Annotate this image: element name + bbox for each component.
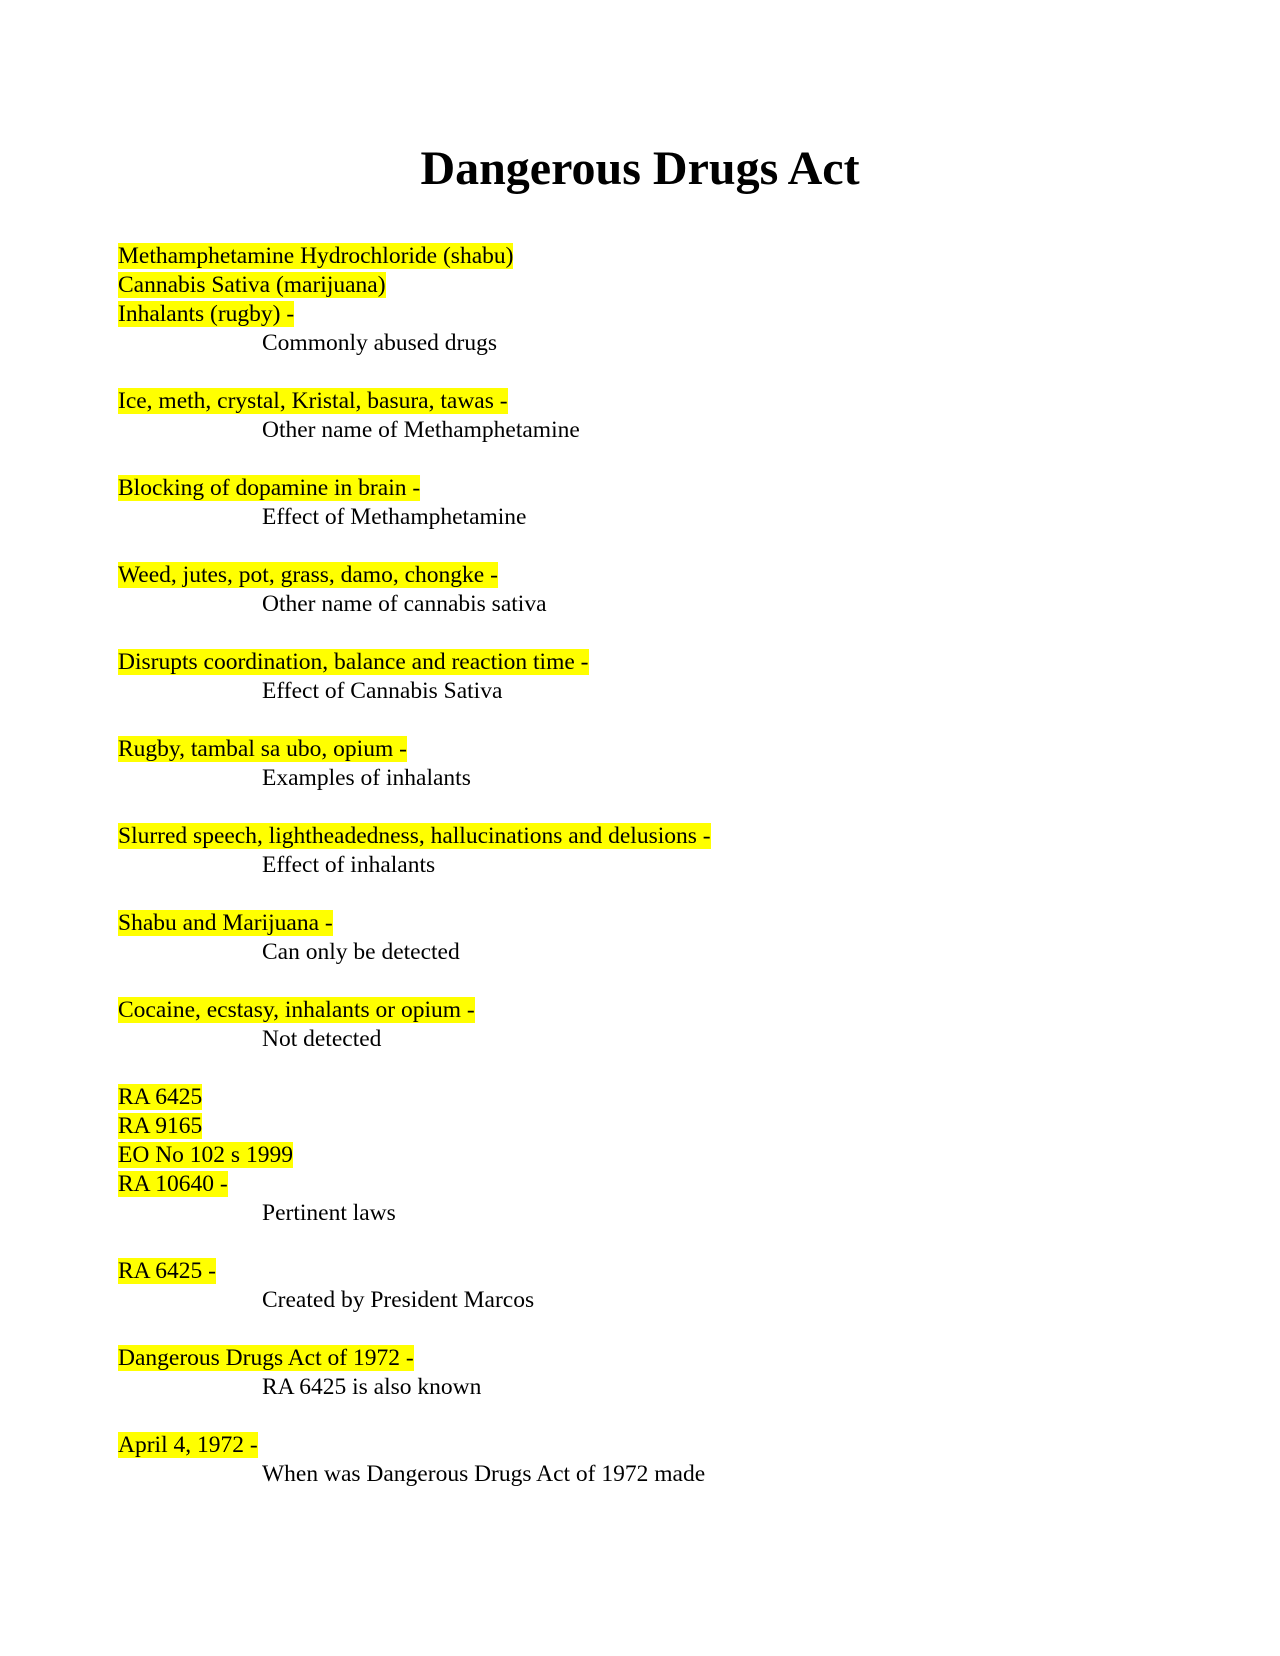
term-line — [118, 996, 1218, 1025]
definition: When was Dangerous Drugs Act of 1972 made — [262, 1461, 706, 1487]
highlighted-term: Ice, meth, crystal, Kristal, basura, tawas - — [118, 388, 508, 414]
term-line — [118, 909, 1218, 938]
definition: Can only be detected — [262, 939, 460, 965]
term-line — [118, 1170, 1218, 1199]
definition: Effect of Cannabis Sativa — [262, 678, 503, 704]
flashcard-entry — [118, 1083, 1218, 1228]
term-line — [118, 1112, 1218, 1141]
flashcard-entry — [118, 648, 1218, 706]
term-line — [118, 1257, 1218, 1286]
term-line — [118, 1431, 1218, 1460]
highlighted-term: Rugby, tambal sa ubo, opium - — [118, 736, 407, 762]
term-line — [118, 648, 1218, 677]
definition: Effect of Methamphetamine — [262, 504, 527, 530]
term-line — [118, 300, 1218, 329]
definition: Not detected — [262, 1026, 382, 1052]
highlighted-term: RA 10640 - — [118, 1171, 228, 1197]
flashcard-entry — [118, 561, 1218, 619]
highlighted-term: EO No 102 s 1999 — [118, 1142, 293, 1168]
flashcard-entry — [118, 1344, 1218, 1402]
term-line — [118, 242, 1218, 271]
definition: Examples of inhalants — [262, 765, 471, 791]
term-line — [118, 1344, 1218, 1373]
definition: Other name of cannabis sativa — [262, 591, 547, 617]
definition: Other name of Methamphetamine — [262, 417, 580, 443]
term-line — [118, 387, 1218, 416]
highlighted-term: RA 6425 — [118, 1084, 203, 1110]
highlighted-term: Methamphetamine Hydrochloride (shabu) — [118, 243, 514, 269]
highlighted-term: Weed, jutes, pot, grass, damo, chongke - — [118, 562, 498, 588]
flashcard-entry — [118, 1257, 1218, 1315]
highlighted-term: Cannabis Sativa (marijuana) — [118, 272, 386, 298]
highlighted-term: Inhalants (rugby) - — [118, 301, 295, 327]
flashcard-entry — [118, 242, 1218, 358]
term-line — [118, 1083, 1218, 1112]
flashcard-entry — [118, 822, 1218, 880]
term-line — [118, 735, 1218, 764]
term-line — [118, 1141, 1218, 1170]
definition: Created by President Marcos — [262, 1287, 535, 1313]
highlighted-term: Shabu and Marijuana - — [118, 910, 333, 936]
flashcard-entry — [118, 387, 1218, 445]
term-line — [118, 271, 1218, 300]
flashcard-entry — [118, 996, 1218, 1054]
term-line — [118, 474, 1218, 503]
definition: RA 6425 is also known — [262, 1374, 482, 1400]
highlighted-term: RA 9165 — [118, 1113, 203, 1139]
highlighted-term: Cocaine, ecstasy, inhalants or opium - — [118, 997, 475, 1023]
flashcard-entry — [118, 735, 1218, 793]
document-title: Dangerous Drugs Act — [420, 142, 860, 195]
highlighted-term: Slurred speech, lightheadedness, hallucinations and delusions - — [118, 823, 711, 849]
highlighted-term: Blocking of dopamine in brain - — [118, 475, 421, 501]
term-line — [118, 822, 1218, 851]
highlighted-term: Disrupts coordination, balance and reaction time - — [118, 649, 589, 675]
highlighted-term: Dangerous Drugs Act of 1972 - — [118, 1345, 414, 1371]
term-line — [118, 561, 1218, 590]
definition: Commonly abused drugs — [262, 330, 497, 356]
flashcard-entry — [118, 1431, 1218, 1489]
flashcard-entry — [118, 474, 1218, 532]
definition: Pertinent laws — [262, 1200, 396, 1226]
flashcard-list — [118, 242, 1218, 1518]
highlighted-term: RA 6425 - — [118, 1258, 216, 1284]
highlighted-term: April 4, 1972 - — [118, 1432, 258, 1458]
definition: Effect of inhalants — [262, 852, 436, 878]
flashcard-entry — [118, 909, 1218, 967]
